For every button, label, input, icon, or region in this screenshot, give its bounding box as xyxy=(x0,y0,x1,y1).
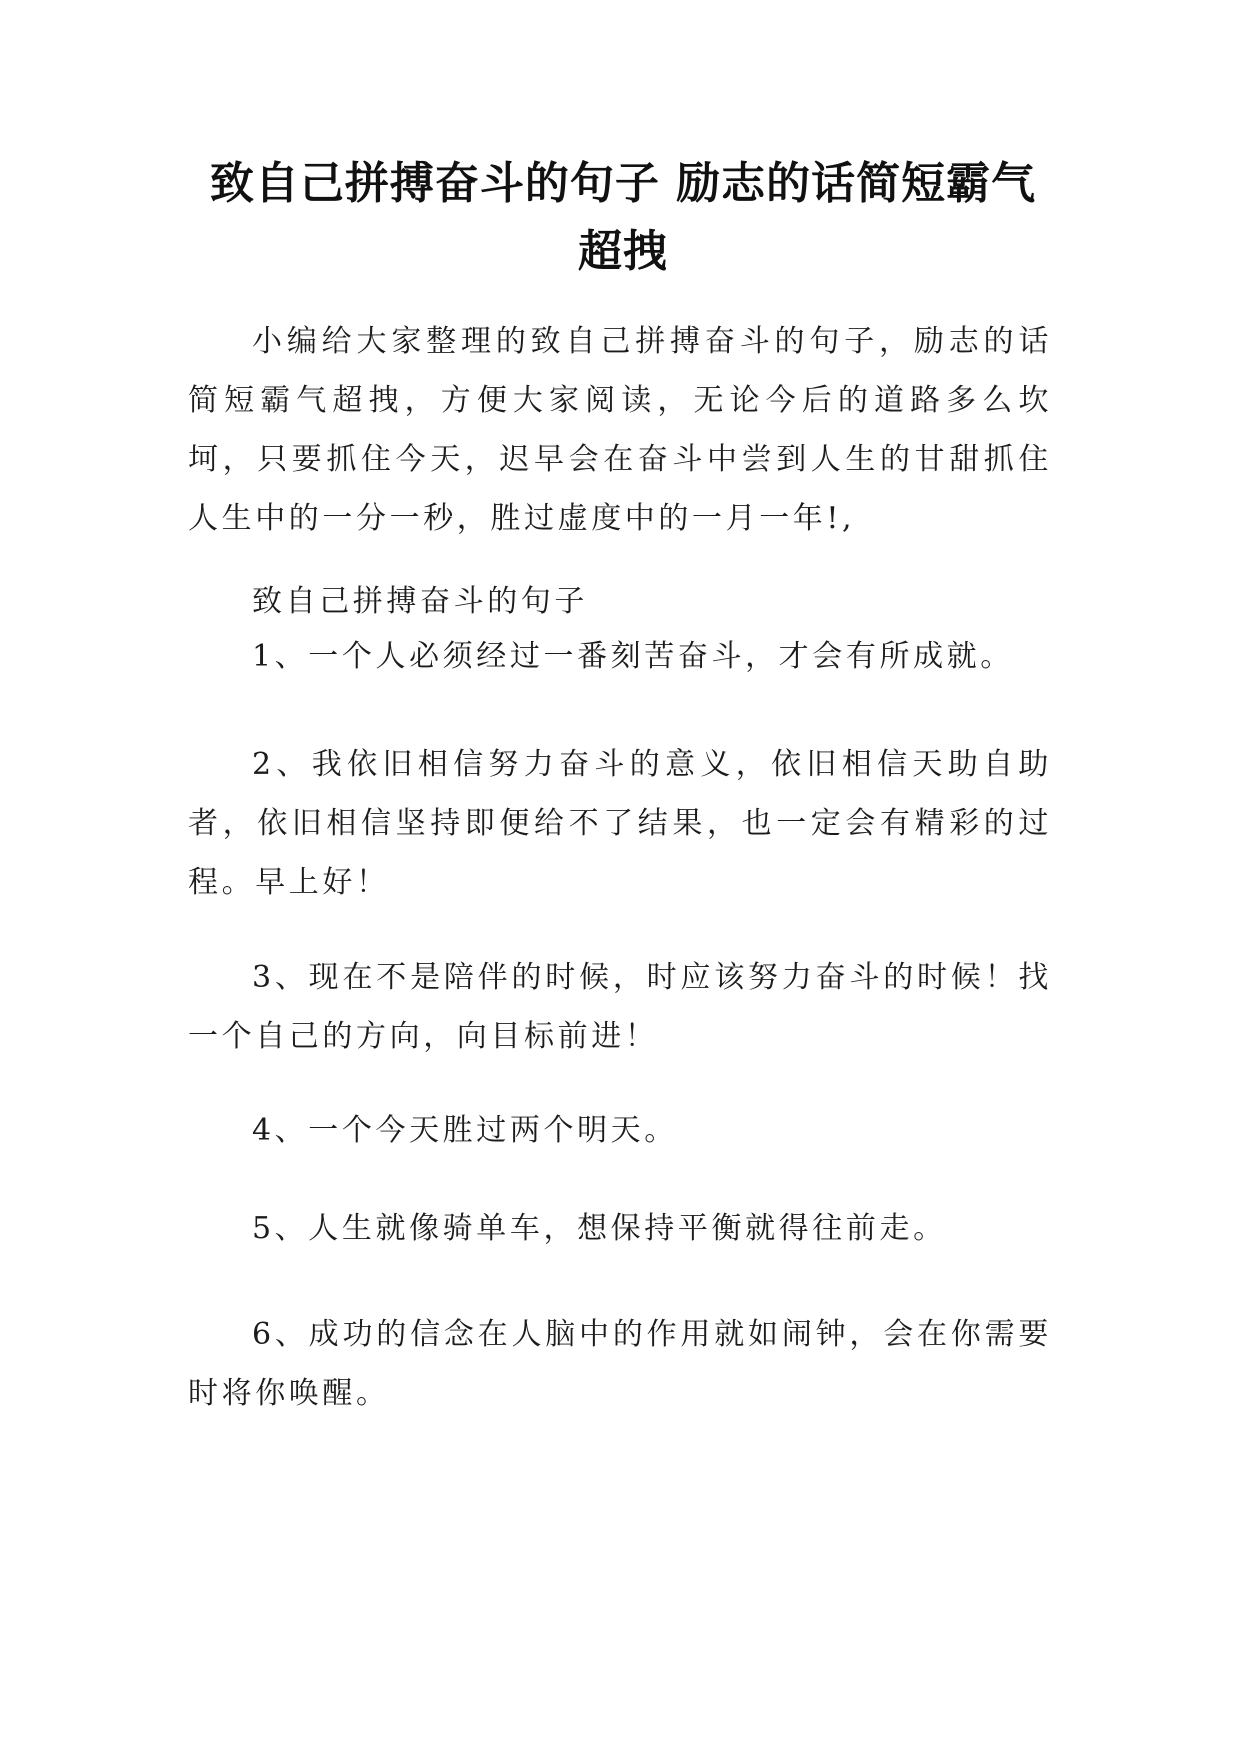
list-item: 2、我依旧相信努力奋斗的意义，依旧相信天助自助者，依旧相信坚持即便给不了结果，也一定会有精彩的过程。早上好！ xyxy=(188,747,1052,900)
intro-paragraph: 小编给大家整理的致自己拼搏奋斗的句子，励志的话简短霸气超拽，方便大家阅读，无论今后的道路多么坎坷，只要抓住今天，迟早会在奋斗中尝到人生的甘甜抓住人生中的一分一秒，胜过虚度中的一月一年!, xyxy=(188,324,1052,536)
list-item: 6、成功的信念在人脑中的作用就如闹钟，会在你需要时将你唤醒。 xyxy=(188,1317,1052,1411)
list-item: 1、一个人必须经过一番刻苦奋斗，才会有所成就。 xyxy=(252,639,1014,674)
section-heading: 致自己拼搏奋斗的句子 xyxy=(252,584,588,619)
document-title: 致自己拼搏奋斗的句子 励志的话简短霸气超拽 xyxy=(209,158,1037,277)
list-item: 3、现在不是陪伴的时候，时应该努力奋斗的时候！找一个自己的方向，向目标前进！ xyxy=(188,960,1052,1054)
list-item: 4、一个今天胜过两个明天。 xyxy=(252,1113,678,1148)
list-item: 5、人生就像骑单车，想保持平衡就得往前走。 xyxy=(252,1211,947,1246)
